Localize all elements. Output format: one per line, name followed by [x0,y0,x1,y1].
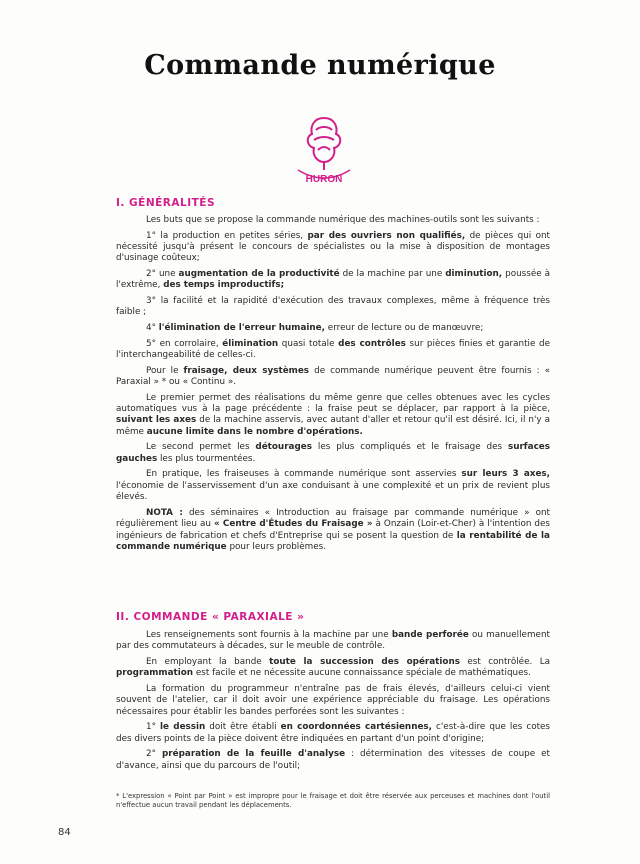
bold-text: toute la succession des opérations [269,657,460,667]
paragraph [116,684,550,718]
text-run: 1° la production en petites séries, [146,230,308,241]
paragraph [116,749,550,772]
bold-text: la rentabilité de la commande numérique [116,530,550,553]
bold-text: des temps improductifs; [163,280,285,291]
bold-text: des contrôles [338,338,406,349]
bold-text: l'élimination de l'erreur humaine, [158,323,325,333]
bold-text: « Centre d'Études du Fraisage » [213,519,373,530]
logo-text: HURON [305,174,343,185]
text-run: les plus tourmentées. [157,453,256,464]
text-run: : détermination des vitesses de coupe et d'avance, ainsi que du parcours de l'outil; [116,749,551,771]
text-run: 2° [146,749,162,760]
text-run: En employant la bande [146,657,270,667]
bold-text: en coordonnées cartésiennes, [280,722,433,733]
paragraph [116,296,550,319]
text-run: La formation du programmeur n'entraîne pas de frais élevés, d'ailleurs celui-ci vient souvent de l'atelier, car il doit avoir une expérience appréciable du fraisage. Les opérations nécessaires pour établir les bandes perforées sont les suivantes : [116,684,550,717]
text-run: est contrôlée. La [459,657,550,667]
paragraph [116,393,550,439]
text-run: doit être établi [205,722,281,733]
text-run: les plus compliqués et le fraisage des [311,442,508,453]
text-run: Pour le [146,365,184,376]
bold-text: détourages [255,442,312,453]
section-heading-paraxiale: II. COMMANDE « PARAXIALE » [116,611,305,623]
text-run: 3° la facilité et la rapidité d'exécution des travaux complexes, même à fréquence très faible ; [116,296,550,318]
bold-text: aucune limite dans le nombre d'opérations. [146,426,363,437]
paragraph [116,630,550,653]
bold-text: préparation de la feuille d'analyse [162,749,346,760]
paragraph [116,657,550,680]
bold-text: suivant les axes [116,415,197,426]
bold-text: élimination [222,338,279,349]
text-run: 5° en corrolaire, [146,338,223,349]
section-body-generalites [116,215,550,558]
text-run: est facile et ne nécessite aucune connaissance spéciale de mathématiques. [193,668,531,679]
paragraph [116,508,550,554]
text-run: quasi totale [278,338,339,349]
text-run: 1° [146,722,161,733]
bold-text: fraisage, deux systèmes [183,365,310,376]
text-run: 4° [146,323,159,333]
text-run: ou manuellement par des commutateurs à décades, sur le meuble de contrôle. [116,630,550,652]
paragraph [116,339,550,362]
text-run: de commande numérique peuvent être fournis : « Paraxial » * ou « Continu ». [116,365,550,387]
paragraph [116,269,550,292]
footnote: * L'expression « Point par Point » est impropre pour le fraisage et doit être réservée aux perceuses et machines dont l'outil n'effectue aucun travail pendant les déplacements. [116,792,550,810]
section-heading-generalites: I. GÉNÉRALITÉS [116,197,216,209]
paragraph [116,215,550,226]
paragraph [116,722,550,745]
bold-text: programmation [116,668,194,679]
text-run: c'est-à-dire que les cotes des divers points de la pièce doivent être indiquées en partant d'un point d'origine; [116,722,551,744]
bold-text: bande perforée [391,630,469,640]
bold-text: NOTA : [146,507,183,518]
paragraph [116,323,550,334]
bold-text: surfaces gauches [116,442,550,464]
section-body-paraxiale [116,630,550,776]
text-run: de pièces qui ont nécessité jusqu'à présent le concours de spécialistes ou la mise à disposition de montages d'usinage coûteux; [116,230,550,264]
text-run: de la machine par une [339,269,446,279]
paragraph [116,442,550,465]
text-run: de la machine asservis, avec autant d'aller et retour qu'il est désiré. Ici, il n'y a même [116,415,550,437]
paragraph [116,366,550,389]
paragraph [116,469,550,503]
bold-text: par des ouvriers non qualifiés, [307,230,466,241]
paragraph [116,231,550,265]
text-run: erreur de lecture ou de manœuvre; [325,323,484,333]
page-title: Commande numérique [144,50,496,81]
bold-text: sur leurs 3 axes, [461,469,550,480]
text-run: Le premier permet des réalisations du même genre que celles obtenues avec les cycles automatiques vus à la page précédente : la fraise peut se déplacer, par rapport à la pièce, [116,392,550,414]
text-run: En pratique, les fraiseuses à commande numérique sont asservies [146,469,462,480]
bold-text: diminution, [445,269,503,279]
text-run: 2° une [146,269,179,279]
bold-text: augmentation de la productivité [178,269,340,279]
text-run: poussée à l'extrême, [116,269,551,291]
text-run: sur pièces finies et garantie de l'interchangeabilité de celles-ci. [116,338,550,360]
text-run: à Onzain (Loir-et-Cher) à l'intention des ingénieurs de fabrication et chefs d'Entreprise qui se posent la question de [116,519,550,541]
text-run: l'économie de l'asservissement d'un axe conduisant à une complexité et un prix de revient plus élevés. [116,480,550,503]
page-number: 84 [58,827,71,838]
text-run: Les buts que se propose la commande numérique des machines-outils sont les suivants : [146,215,540,225]
text-run: Le second permet les [146,442,256,453]
text-run: pour leurs problèmes. [226,542,327,553]
text-run: des séminaires « Introduction au fraisage par commande numérique » ont régulièrement lieu au [116,507,551,530]
text-run: Les renseignements sont fournis à la machine par une [146,630,392,640]
bold-text: le dessin [160,722,206,733]
huron-logo [294,112,354,186]
